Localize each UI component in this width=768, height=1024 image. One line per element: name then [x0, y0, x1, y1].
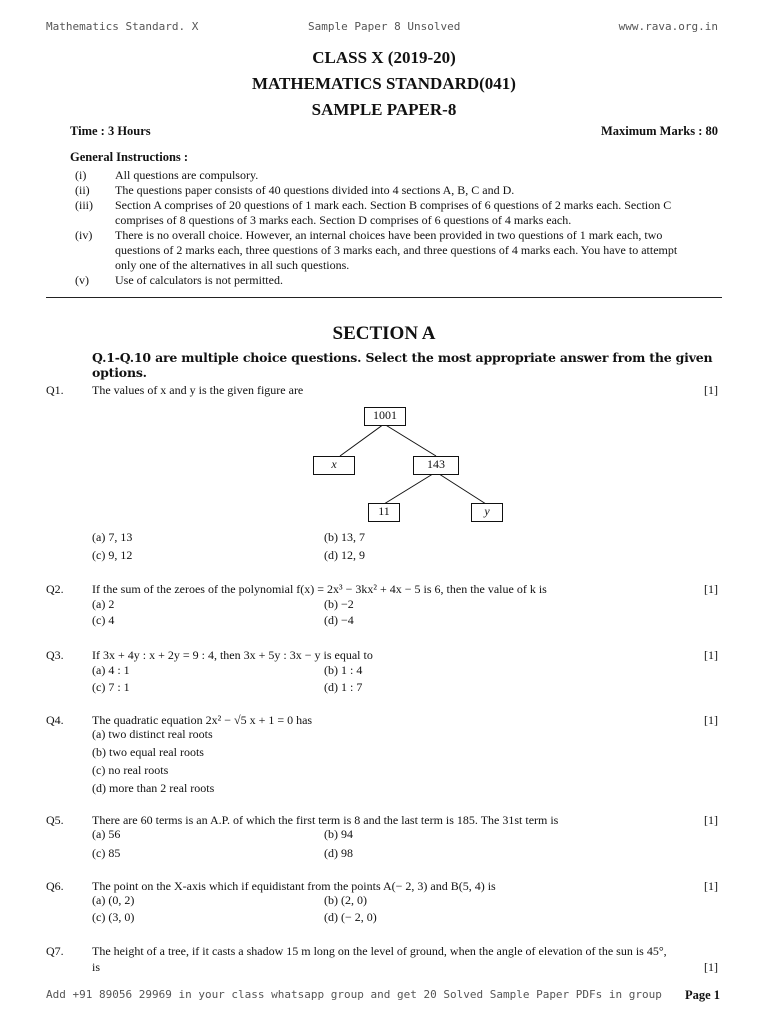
q3-option-a[interactable]: (a) 4 : 1 — [92, 663, 130, 677]
general-instructions-heading: General Instructions : — [70, 150, 189, 164]
q4-option-c[interactable]: (c) no real roots — [92, 763, 169, 777]
q1-option-a[interactable]: (a) 7, 13 — [92, 530, 133, 544]
q5-marks: [1] — [704, 813, 718, 827]
q7-text: The height of a tree, if it casts a shadow 15 m long on the level of ground, when the angle of elevation of the sun is 45°, — [92, 944, 667, 958]
instruction-line: Section A comprises of 20 questions of 1 mark each. Section B comprises of 6 questions of 2 marks each. Section C — [115, 198, 672, 212]
q4-option-b[interactable]: (b) two equal real roots — [92, 745, 204, 759]
tree-edge — [384, 424, 436, 456]
tree-node-y: y — [471, 503, 503, 522]
q5-number: Q5. — [46, 813, 64, 827]
q2-option-b[interactable]: (b) −2 — [324, 597, 354, 611]
q6-number: Q6. — [46, 879, 64, 893]
tree-node-root: 1001 — [364, 407, 406, 426]
instruction-item — [75, 183, 725, 198]
section-title: SECTION A — [332, 323, 436, 344]
instruction-num: (iii) — [75, 198, 93, 212]
footer-promo: Add +91 89056 29969 in your class whatsapp group and get 20 Solved Sample Paper PDFs in group — [46, 988, 662, 1001]
time-label: Time : 3 Hours — [70, 124, 151, 138]
q5-option-c[interactable]: (c) 85 — [92, 846, 121, 860]
q7-text-cont: is — [92, 960, 101, 974]
q6-marks: [1] — [704, 879, 718, 893]
instruction-line: The questions paper consists of 40 questions divided into 4 sections A, B, C and D. — [115, 183, 515, 197]
q2-number: Q2. — [46, 582, 64, 596]
q4-option-d[interactable]: (d) more than 2 real roots — [92, 781, 215, 795]
q5-option-b[interactable]: (b) 94 — [324, 827, 353, 841]
title-paper: SAMPLE PAPER-8 — [311, 100, 457, 119]
instruction-line: questions of 2 marks each, three questions of 3 marks each, and three questions of 4 marks each. You have to attempt — [115, 243, 678, 257]
q5-option-d[interactable]: (d) 98 — [324, 846, 353, 860]
title-subject: MATHEMATICS STANDARD(041) — [252, 74, 516, 93]
instruction-item — [75, 273, 725, 288]
instruction-item — [75, 168, 725, 183]
tree-edge — [340, 424, 384, 456]
q2-marks: [1] — [704, 582, 718, 596]
max-marks-label: Maximum Marks : 80 — [601, 124, 718, 138]
header-right[interactable]: www.rava.org.in — [618, 20, 718, 33]
q1-number: Q1. — [46, 383, 64, 397]
instruction-num: (v) — [75, 273, 89, 287]
divider — [46, 297, 722, 298]
instruction-item — [75, 198, 725, 228]
q1-option-d[interactable]: (d) 12, 9 — [324, 548, 365, 562]
header-center: Sample Paper 8 Unsolved — [308, 20, 461, 33]
q6-text: The point on the X-axis which if equidistant from the points A(− 2, 3) and B(5, 4) is — [92, 879, 496, 893]
q4-option-a[interactable]: (a) two distinct real roots — [92, 727, 213, 741]
page-number: Page 1 — [684, 988, 720, 1002]
tree-node-11: 11 — [368, 503, 400, 522]
instruction-num: (i) — [75, 168, 87, 182]
instruction-line: All questions are compulsory. — [115, 168, 259, 182]
header-left: Mathematics Standard. X — [46, 20, 199, 33]
q3-text: If 3x + 4y : x + 2y = 9 : 4, then 3x + 5y : 3x − y is equal to — [92, 648, 373, 662]
tree-edge — [384, 472, 436, 504]
q4-number: Q4. — [46, 713, 64, 727]
instruction-item — [75, 228, 725, 273]
q3-marks: [1] — [704, 648, 718, 662]
q1-option-c[interactable]: (c) 9, 12 — [92, 548, 133, 562]
q3-option-b[interactable]: (b) 1 : 4 — [324, 663, 363, 677]
tree-edge — [436, 472, 486, 504]
instruction-line: comprises of 8 questions of 3 marks each. Section D comprises of 6 questions of 4 marks each. — [115, 213, 572, 227]
q7-number: Q7. — [46, 944, 64, 958]
q6-option-b[interactable]: (b) (2, 0) — [324, 893, 367, 907]
q6-option-a[interactable]: (a) (0, 2) — [92, 893, 135, 907]
q4-text: The quadratic equation 2x² − √5 x + 1 = 0 has — [92, 713, 313, 727]
q1-option-b[interactable]: (b) 13, 7 — [324, 530, 365, 544]
instruction-line: only one of the alternatives in all such questions. — [115, 258, 350, 272]
q1-marks: [1] — [704, 383, 718, 397]
q2-option-d[interactable]: (d) −4 — [324, 613, 354, 627]
q6-option-c[interactable]: (c) (3, 0) — [92, 910, 135, 924]
q1-text: The values of x and y is the given figure are — [92, 383, 304, 397]
instruction-line: There is no overall choice. However, an internal choices have been provided in two questions of 1 mark each, two — [115, 228, 663, 242]
section-subtitle: Q.1-Q.10 are multiple choice questions. Select the most appropriate answer from the given options. — [92, 350, 713, 380]
q7-marks: [1] — [704, 960, 718, 974]
instructions-list — [75, 168, 725, 288]
tree-node-143: 143 — [413, 456, 459, 475]
tree-node-x: x — [313, 456, 355, 475]
q4-marks: [1] — [704, 713, 718, 727]
q3-number: Q3. — [46, 648, 64, 662]
instruction-num: (ii) — [75, 183, 90, 197]
q3-option-d[interactable]: (d) 1 : 7 — [324, 680, 363, 694]
instruction-num: (iv) — [75, 228, 93, 242]
q2-option-c[interactable]: (c) 4 — [92, 613, 115, 627]
q3-option-c[interactable]: (c) 7 : 1 — [92, 680, 130, 694]
q5-text: There are 60 terms is an A.P. of which the first term is 8 and the last term is 185. The 31st term is — [92, 813, 559, 827]
instruction-line: Use of calculators is not permitted. — [115, 273, 283, 287]
q6-option-d[interactable]: (d) (− 2, 0) — [324, 910, 377, 924]
q2-option-a[interactable]: (a) 2 — [92, 597, 115, 611]
title-class: CLASS X (2019-20) — [312, 48, 456, 67]
q2-text: If the sum of the zeroes of the polynomial f(x) = 2x³ − 3kx² + 4x − 5 is 6, then the value of k is — [92, 582, 547, 596]
q5-option-a[interactable]: (a) 56 — [92, 827, 121, 841]
